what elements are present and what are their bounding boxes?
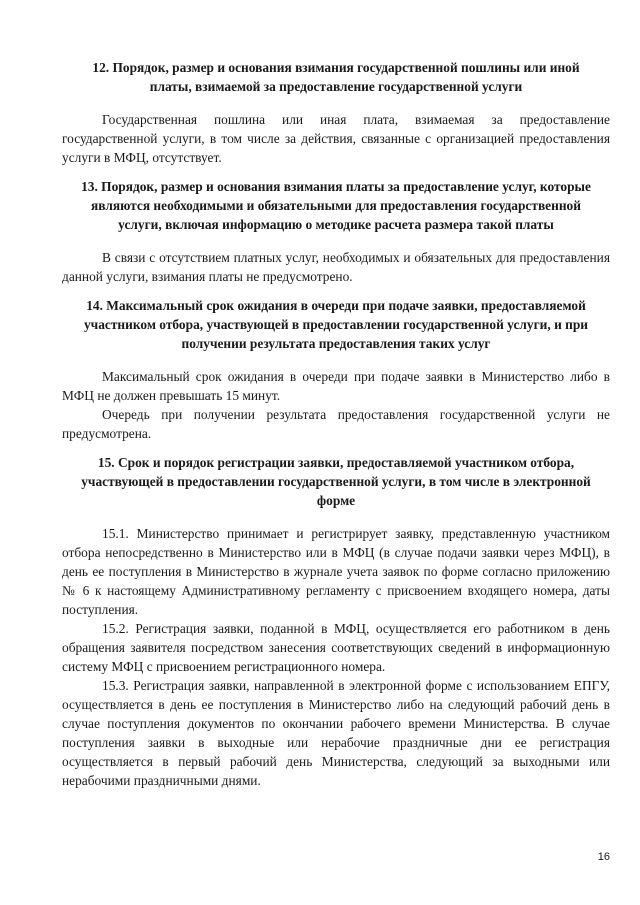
paragraph: В связи с отсутствием платных услуг, необходимых и обязательных для предоставления данной услуги, взимания платы не предусмотрено.: [62, 250, 610, 284]
paragraph: 15.1. Министерство принимает и регистрирует заявку, представленную участником отбора непосредственно в Министерство или в МФЦ (в случае подачи заявки через МФЦ), в день ее поступления в Министерство в журнале учета заявок по форме согласно приложению № 6 к настоящему Административному регламенту с присвоением входящего номера, даты поступления.: [62, 526, 610, 617]
page-number: 16: [597, 851, 610, 863]
paragraph: Очередь при получении результата предоставления государственной услуги не предусмотрена.: [62, 407, 610, 441]
section-heading: 14. Максимальный срок ожидания в очереди при подаче заявки, предоставляемой участником отбора, участвующей в предоставлении государственной услуги, и при получении результата предоставления таких услуг: [83, 298, 589, 351]
paragraph: Максимальный срок ожидания в очереди при подаче заявки в Министерство либо в МФЦ не должен превышать 15 минут.: [62, 369, 610, 403]
section-15: [62, 453, 610, 790]
section-14: [62, 296, 610, 443]
section-heading: 12. Порядок, размер и основания взимания государственной пошлины или иной платы, взимаемой за предоставление государственной услуги: [92, 60, 580, 94]
section-heading: 13. Порядок, размер и основания взимания платы за предоставление услуг, которые являются необходимыми и обязательными для предоставления государственной услуги, включая информацию о методике расчета размера такой платы: [81, 179, 591, 232]
paragraph: Государственная пошлина или иная плата, взимаемая за предоставление государственной услуги, в том числе за действия, связанные с организацией предоставления услуги в МФЦ, отсутствует.: [62, 112, 610, 165]
section-heading: 15. Срок и порядок регистрации заявки, предоставляемой участником отбора, участвующей в предоставлении государственной услуги, в том числе в электронной форме: [81, 455, 591, 508]
paragraph: 15.3. Регистрация заявки, направленной в электронной форме с использованием ЕПГУ, осуществляется в день ее поступления в Министерство либо на следующий рабочий день в случае поступления документов по окончании рабочего времени Министерства. В случае поступления заявки в выходные или нерабочие праздничные дни ее регистрация осуществляется в первый рабочий день Министерства, следующий за выходными или нерабочими праздничными днями.: [62, 678, 610, 788]
document-page: [62, 58, 610, 800]
paragraph: 15.2. Регистрация заявки, поданной в МФЦ, осуществляется его работником в день обращения заявителя посредством занесения соответствующих сведений в информационную систему МФЦ с присвоением регистрационного номера.: [62, 621, 610, 674]
section-13: [62, 177, 610, 286]
section-12: [62, 58, 610, 167]
